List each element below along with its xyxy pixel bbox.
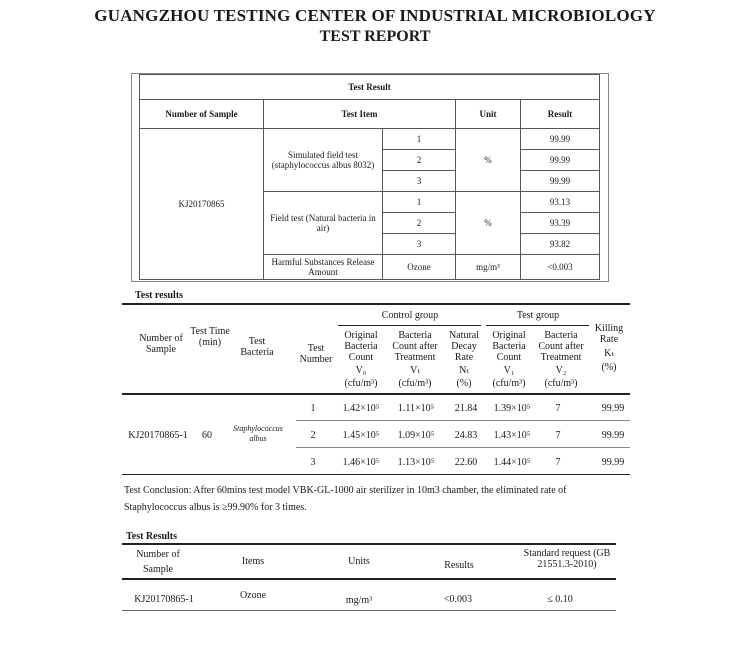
test-number: 3 — [310, 457, 316, 468]
sample-id: KJ20170865-1 — [134, 594, 194, 605]
col-symbol-v2: V₂ — [555, 365, 567, 376]
v2-value: 7 — [555, 430, 561, 441]
test-conclusion-line2: Staphylococcus albus is ≥99.90% for 3 times. — [124, 502, 307, 513]
control-group-header: Control group — [381, 310, 439, 321]
divider — [296, 420, 630, 421]
col-header-units: Units — [348, 556, 370, 567]
col-header-sample: Number of Sample — [136, 549, 180, 575]
harmful-sub: Ozone — [383, 255, 456, 280]
test-item-field: Field test (Natural bacteria in air) — [264, 192, 383, 255]
harmful-item: Harmful Substances Release Amount — [264, 255, 383, 280]
vt-value: 1.11×10⁵ — [397, 403, 435, 414]
col-header-nt: Natural Decay Rate — [449, 330, 479, 363]
v0-value: 1.42×10⁵ — [342, 403, 380, 414]
sample-id: KJ20170865 — [140, 129, 264, 280]
test-number: 2 — [383, 150, 456, 171]
divider — [122, 578, 616, 580]
test-number: 2 — [383, 213, 456, 234]
col-unit-v1: (cfu/m³) — [492, 378, 526, 389]
col-header-number: Test Number — [299, 343, 333, 365]
unit-value: mg/m³ — [345, 595, 373, 606]
kt-value: 99.99 — [601, 430, 625, 441]
sample-id: KJ20170865-1 — [128, 430, 188, 441]
col-symbol-v1: V₁ — [503, 365, 515, 376]
col-header-sample: Number of Sample — [139, 333, 183, 355]
result-cell: 93.13 — [521, 192, 600, 213]
test-number: 3 — [383, 171, 456, 192]
test-group-header: Test group — [516, 310, 560, 321]
test-item-simulated: Simulated field test (staphylococcus albus 8032) — [264, 129, 383, 192]
col-header-kt: Killing Rate — [594, 323, 624, 345]
divider — [486, 325, 589, 326]
test-number: 2 — [310, 430, 316, 441]
test-number: 1 — [310, 403, 316, 414]
result-cell: 99.99 — [521, 129, 600, 150]
test-conclusion-line1: Test Conclusion: After 60mins test model VBK-GL-1000 air sterilizer in 10m3 chamber, the eliminated rate of — [124, 485, 567, 496]
divider — [122, 543, 616, 545]
col-unit-v2: (cfu/m³) — [544, 378, 578, 389]
header-unit: Unit — [456, 100, 521, 129]
divider — [122, 303, 630, 305]
result-cell: 93.82 — [521, 234, 600, 255]
test-number: 1 — [383, 129, 456, 150]
kt-value: 99.99 — [601, 403, 625, 414]
divider — [122, 610, 616, 611]
unit-cell: % — [456, 129, 521, 192]
result-value: <0.003 — [443, 594, 473, 605]
header-result: Result — [521, 100, 600, 129]
report-title: TEST REPORT — [319, 28, 431, 45]
test-number: 1 — [383, 192, 456, 213]
header-sample: Number of Sample — [140, 100, 264, 129]
col-unit-v0: (cfu/m³) — [344, 378, 378, 389]
col-unit-nt: (%) — [456, 378, 472, 389]
harmful-unit: mg/m³ — [456, 255, 521, 280]
divider — [122, 474, 630, 475]
v1-value: 1.39×10⁵ — [493, 403, 531, 414]
col-symbol-v0: V₀ — [355, 365, 367, 376]
unit-cell: % — [456, 192, 521, 255]
test-time: 60 — [202, 430, 212, 441]
v1-value: 1.43×10⁵ — [493, 430, 531, 441]
v2-value: 7 — [555, 403, 561, 414]
col-symbol-kt: Kₜ — [604, 348, 614, 359]
test-number: 3 — [383, 234, 456, 255]
nt-value: 24.83 — [454, 430, 478, 441]
result-cell: 99.99 — [521, 150, 600, 171]
test-result-table — [131, 73, 609, 282]
col-header-v2: Bacteria Count after Treatment — [538, 330, 584, 363]
nt-value: 21.84 — [454, 403, 478, 414]
col-header-v1: Original Bacteria Count — [492, 330, 526, 363]
col-unit-kt: (%) — [601, 362, 617, 373]
nt-value: 22.60 — [454, 457, 478, 468]
v0-value: 1.46×10⁵ — [342, 457, 380, 468]
col-header-results: Results — [444, 560, 474, 571]
header-item: Test Item — [264, 100, 456, 129]
col-symbol-vt: Vₜ — [410, 365, 420, 376]
col-header-time: Test Time (min) — [190, 326, 230, 348]
report-organization: GUANGZHOU TESTING CENTER OF INDUSTRIAL MICROBIOLOGY — [94, 6, 656, 25]
section-label-test-results: Test results — [135, 290, 184, 301]
result-cell: 99.99 — [521, 171, 600, 192]
col-header-v0: Original Bacteria Count — [344, 330, 378, 363]
harmful-result: <0.003 — [521, 255, 600, 280]
col-unit-vt: (cfu/m³) — [398, 378, 432, 389]
result-cell: 93.39 — [521, 213, 600, 234]
item-value: Ozone — [239, 590, 267, 601]
col-symbol-nt: Nₜ — [459, 365, 469, 376]
vt-value: 1.13×10⁵ — [397, 457, 435, 468]
section-label-test-results-2: Test Results — [126, 531, 178, 542]
divider — [296, 447, 630, 448]
test-bacteria: Staphylococcus albus — [233, 424, 283, 443]
divider — [338, 325, 481, 326]
col-header-standard: Standard request (GB 21551.3-2010) — [523, 548, 611, 570]
table-caption: Test Result — [140, 75, 600, 100]
v0-value: 1.45×10⁵ — [342, 430, 380, 441]
col-header-bacteria: Test Bacteria — [240, 336, 274, 358]
kt-value: 99.99 — [601, 457, 625, 468]
v1-value: 1.44×10⁵ — [493, 457, 531, 468]
divider — [122, 393, 630, 395]
standard-value: ≤ 0.10 — [547, 594, 573, 605]
col-header-items: Items — [241, 556, 265, 567]
v2-value: 7 — [555, 457, 561, 468]
col-header-vt: Bacteria Count after Treatment — [392, 330, 438, 363]
vt-value: 1.09×10⁵ — [397, 430, 435, 441]
